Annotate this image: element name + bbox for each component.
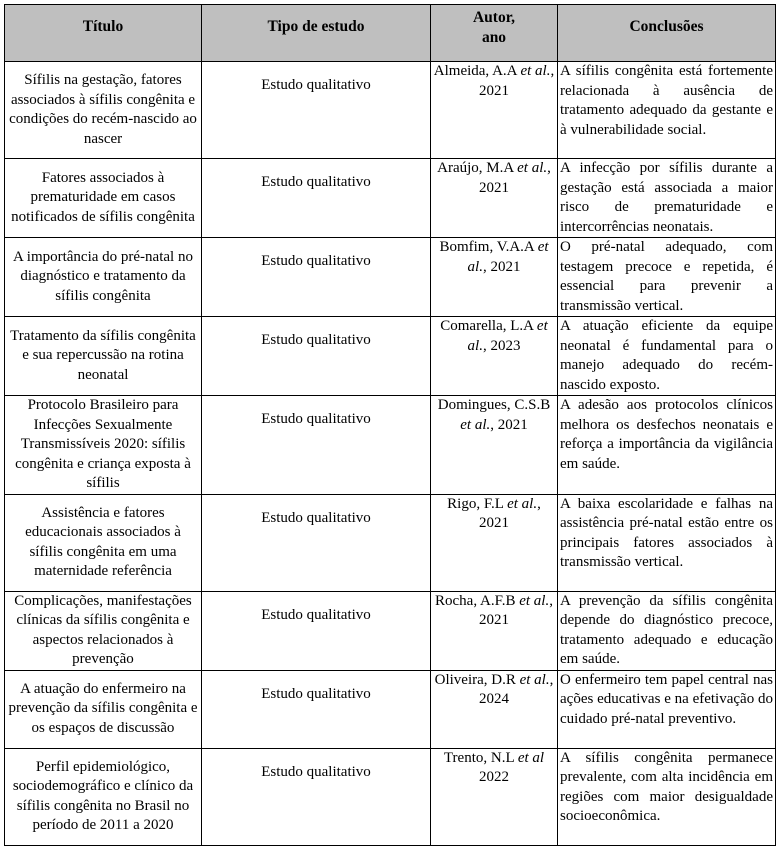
author-etal: et al.: [520, 63, 551, 79]
author-etal: et al: [517, 749, 545, 766]
row-author-year: [431, 494, 558, 591]
author-year: , 2021: [479, 495, 541, 531]
table-row: [5, 238, 776, 317]
author-year: , 2023: [482, 337, 521, 354]
row-conclusion: A prevenção da sífilis congênita depende do diagnóstico precoce, tratamento adequado e educação em saúde.: [558, 591, 776, 670]
row-title: Fatores associados à prematuridade em casos notificados de sífilis congênita: [5, 159, 202, 238]
table-row: [5, 670, 776, 748]
author-etal: et al.: [467, 239, 549, 275]
table-row: [5, 494, 776, 591]
row-study-type: Estudo qualitativo: [202, 396, 431, 495]
row-title: Tratamento da sífilis congênita e sua repercussão na rotina neonatal: [5, 317, 202, 396]
author-name: Domingues, C.S.B: [437, 397, 551, 413]
author-year: , 2021: [479, 63, 555, 99]
row-conclusion: A atuação eficiente da equipe neonatal é fundamental para o manejo adequado do recém-nascido exposto.: [558, 317, 776, 396]
row-title: Perfil epidemiológico, sociodemográfico e clínico da sífilis congênita no Brasil no período de 2011 a 2020: [5, 748, 202, 845]
author-etal: et al.: [507, 495, 538, 512]
author-year: 2022: [479, 769, 509, 785]
author-name: Rocha, A.F.B: [435, 592, 516, 609]
table-row: [5, 396, 776, 495]
row-study-type: Estudo qualitativo: [202, 62, 431, 159]
row-conclusion: O pré-natal adequado, com testagem precoce e repetida, é essencial para prevenir a transmissão vertical.: [558, 238, 776, 317]
author-etal: et al.: [519, 592, 550, 609]
author-name: Trento, N.L: [443, 749, 515, 766]
row-conclusion: O enfermeiro tem papel central nas ações educativas e na efetivação do cuidado pré-natal preventivo.: [558, 670, 776, 748]
author-name: Bomfim, V.A.A: [439, 239, 534, 255]
author-etal: et al.: [467, 318, 548, 354]
row-title: Assistência e fatores educacionais associados à sífilis congênita em uma maternidade referência: [5, 494, 202, 591]
author-year: , 2021: [482, 258, 521, 275]
header-row: [5, 5, 776, 62]
row-conclusion: A baixa escolaridade e falhas na assistência pré-natal estão entre os principais fatores associados à transmissão vertical.: [558, 494, 776, 591]
row-study-type: Estudo qualitativo: [202, 238, 431, 317]
row-author-year: [431, 238, 558, 317]
row-conclusion: A adesão aos protocolos clínicos melhora os desfechos neonatais e reforça a importância da vigilância em saúde.: [558, 396, 776, 495]
row-study-type: Estudo qualitativo: [202, 748, 431, 845]
author-name: Comarella, L.A: [440, 318, 534, 334]
row-title: A atuação do enfermeiro na prevenção da sífilis congênita e os espaços de discussão: [5, 670, 202, 748]
row-author-year: [431, 670, 558, 748]
row-title: A importância do pré-natal no diagnóstico e tratamento da sífilis congênita: [5, 238, 202, 317]
row-author-year: [431, 591, 558, 670]
author-year: , 2021: [479, 592, 553, 628]
author-name: Oliveira, D.R: [434, 671, 516, 688]
row-conclusion: A infecção por sífilis durante a gestação está associada a maior risco de prematuridade e intercorrências neonatais.: [558, 159, 776, 238]
header-study-type: Tipo de estudo: [202, 5, 431, 62]
studies-table: [4, 4, 776, 846]
author-etal: et al.: [460, 416, 491, 433]
table-row: [5, 748, 776, 845]
row-study-type: Estudo qualitativo: [202, 317, 431, 396]
author-name: Araújo, M.A: [437, 160, 514, 176]
author-etal: et al.: [517, 160, 548, 176]
table-row: [5, 159, 776, 238]
header-conclusions: Conclusões: [558, 5, 776, 62]
row-title: Complicações, manifestações clínicas da sífilis congênita e aspectos relacionados à prevenção: [5, 591, 202, 670]
table-body: [5, 62, 776, 846]
row-conclusion: A sífilis congênita está fortemente relacionada à ausência de tratamento adequado da gestante e à vulnerabilidade social.: [558, 62, 776, 159]
row-author-year: [431, 62, 558, 159]
table-row: [5, 62, 776, 159]
row-title: Protocolo Brasileiro para Infecções Sexualmente Transmissíveis 2020: sífilis congênita e criança exposta à sífilis: [5, 396, 202, 495]
table-row: [5, 317, 776, 396]
row-study-type: Estudo qualitativo: [202, 670, 431, 748]
review-table-container: [4, 4, 776, 846]
row-study-type: Estudo qualitativo: [202, 159, 431, 238]
row-author-year: [431, 159, 558, 238]
row-study-type: Estudo qualitativo: [202, 591, 431, 670]
row-study-type: Estudo qualitativo: [202, 494, 431, 591]
header-author-year: Autor, ano: [431, 5, 558, 62]
author-year: , 2021: [479, 160, 551, 196]
row-conclusion: A sífilis congênita permanece prevalente, com alta incidência em regiões com maior desigualdade socioeconômica.: [558, 748, 776, 845]
row-title: Sífilis na gestação, fatores associados à sífilis congênita e condições do recém-nascido ao nascer: [5, 62, 202, 159]
author-name: Almeida, A.A: [433, 63, 517, 79]
row-author-year: [431, 748, 558, 845]
row-author-year: [431, 396, 558, 495]
header-title: Título: [5, 5, 202, 62]
row-author-year: [431, 317, 558, 396]
author-year: , 2024: [479, 671, 554, 707]
author-name: Rigo, F.L: [447, 495, 504, 512]
author-etal: et al.: [519, 671, 550, 688]
author-year: , 2021: [490, 416, 528, 433]
table-row: [5, 591, 776, 670]
